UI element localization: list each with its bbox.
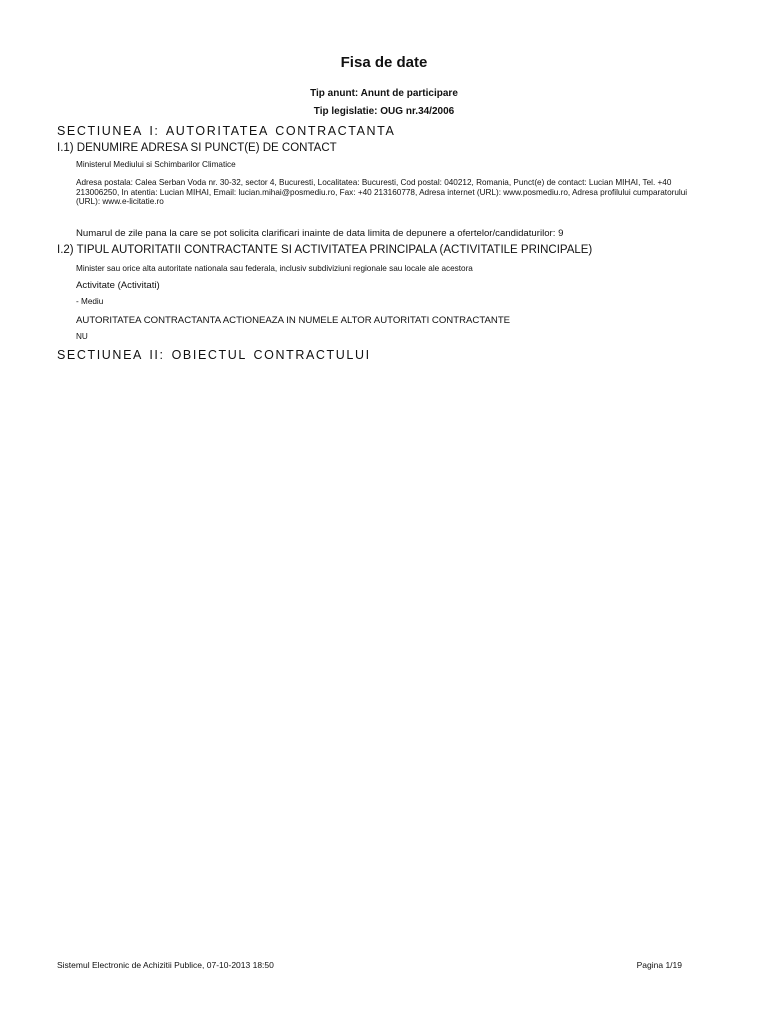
legislation-type: Tip legislatie: OUG nr.34/2006 — [313, 106, 455, 117]
section-2-heading: SECTIUNEA II: OBIECTUL CONTRACTULUI — [57, 348, 371, 362]
document-title: Fisa de date — [340, 54, 428, 71]
acts-on-behalf-value: NU — [76, 332, 88, 341]
subsection-1-2-heading: I.2) TIPUL AUTORITATII CONTRACTANTE SI ACTIVITATEA PRINCIPALA (ACTIVITATILE PRINCIPALE) — [57, 244, 593, 256]
clarification-days: Numarul de zile pana la care se pot solicita clarificari inainte de data limita de depunere a ofertelor/candidaturilor: 9 — [76, 228, 564, 239]
subsection-1-1-heading: I.1) DENUMIRE ADRESA SI PUNCT(E) DE CONTACT — [57, 142, 337, 154]
authority-type: Minister sau orice alta autoritate nationala sau federala, inclusiv subdiviziuni regionale sau locale ale acestora — [76, 264, 473, 273]
footer-page-number: Pagina 1/19 — [636, 960, 682, 970]
authority-name: Ministerul Mediului si Schimbarilor Climatice — [76, 160, 236, 169]
activity-value: - Mediu — [76, 297, 104, 306]
activity-label: Activitate (Activitati) — [76, 280, 160, 291]
contact-address: Adresa postala: Calea Serban Voda nr. 30-32, sector 4, Bucuresti, Localitatea: Bucuresti, Cod postal: 040212, Romania, Punct(e) de contact: Lucian MIHAI, Tel. +40 213006250, In atentia: Lucian MIHAI, Email: lucian.mihai@posmediu.ro, Fax: +40 213160778, Adresa internet (URL): www.posmediu.ro, Adresa profilului cumparatorului (URL): www.e-licitatie.ro — [76, 178, 688, 206]
footer-system-info: Sistemul Electronic de Achizitii Publice, 07-10-2013 18:50 — [57, 960, 274, 970]
acts-on-behalf-label: AUTORITATEA CONTRACTANTA ACTIONEAZA IN NUMELE ALTOR AUTORITATI CONTRACTANTE — [76, 315, 511, 326]
notice-type: Tip anunt: Anunt de participare — [310, 88, 458, 99]
section-1-heading: SECTIUNEA I: AUTORITATEA CONTRACTANTA — [57, 124, 396, 138]
